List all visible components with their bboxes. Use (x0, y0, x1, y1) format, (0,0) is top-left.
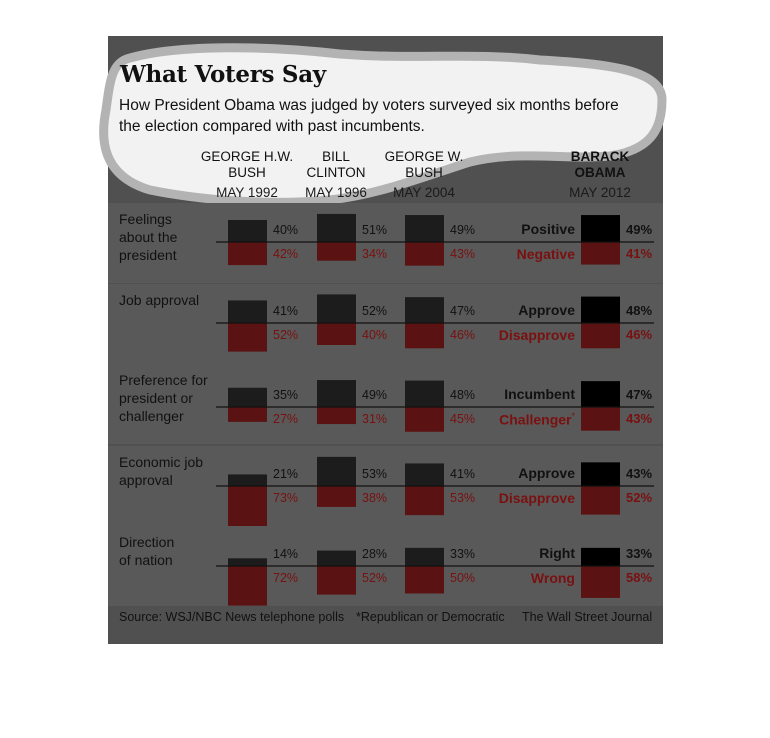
poll-date: MAY 1996 (305, 185, 367, 200)
bar-positive (317, 294, 356, 323)
bar-positive (581, 381, 620, 407)
bar-positive (581, 548, 620, 566)
data-label-positive: 49% (362, 388, 388, 402)
data-label-positive: 48% (450, 388, 476, 402)
bar-negative (405, 242, 444, 266)
data-label-positive: 41% (450, 467, 476, 481)
data-label-positive: 51% (362, 223, 388, 237)
data-label-negative: 38% (362, 491, 388, 505)
data-label-negative: 72% (273, 571, 299, 585)
bar-negative (317, 242, 356, 261)
category-label-negative: Wrong (530, 570, 575, 586)
bar-positive (228, 558, 267, 566)
bar-negative (405, 407, 444, 432)
row-label: of nation (119, 552, 173, 568)
category-label-negative: Challenger* (499, 411, 575, 428)
category-label-positive: Positive (521, 221, 575, 237)
row-label: president or (119, 390, 193, 406)
president-name: GEORGE H.W. (200, 149, 294, 164)
bar-positive (405, 463, 444, 486)
data-label-positive: 49% (626, 222, 653, 237)
source-note: Source: WSJ/NBC News telephone polls (119, 610, 345, 624)
row-label: Economic job (119, 454, 204, 470)
data-label-negative: 40% (362, 328, 388, 342)
data-label-positive: 14% (273, 547, 299, 561)
credit-line: The Wall Street Journal (522, 610, 653, 624)
bar-positive (405, 381, 444, 407)
data-label-negative: 46% (450, 328, 476, 342)
row-label: about the (119, 229, 178, 245)
bar-negative (581, 242, 620, 265)
data-label-negative: 58% (626, 570, 653, 585)
data-label-negative: 27% (273, 412, 299, 426)
bar-negative (405, 566, 444, 594)
president-name: GEORGE W. (384, 149, 464, 164)
bar-negative (405, 323, 444, 348)
data-label-negative: 34% (362, 247, 388, 261)
row-label: Direction (119, 534, 175, 550)
row-band (108, 203, 663, 283)
footnote: *Republican or Democratic (356, 610, 505, 624)
bar-negative (317, 323, 356, 345)
data-label-positive: 52% (362, 304, 388, 318)
data-label-positive: 53% (362, 467, 388, 481)
data-label-positive: 40% (273, 223, 299, 237)
bar-negative (405, 486, 444, 515)
bar-positive (581, 462, 620, 486)
bar-negative (317, 407, 356, 424)
data-label-negative: 43% (450, 247, 476, 261)
president-name: BUSH (405, 165, 443, 180)
president-name: BARACK (570, 149, 630, 164)
bar-negative (581, 486, 620, 515)
bar-negative (228, 566, 267, 606)
bar-positive (405, 548, 444, 566)
poll-date: MAY 1992 (216, 185, 278, 200)
data-label-positive: 21% (273, 467, 299, 481)
data-label-negative: 42% (273, 247, 299, 261)
data-label-positive: 33% (450, 547, 476, 561)
row-label: Job approval (119, 292, 200, 308)
data-label-positive: 47% (626, 387, 653, 402)
row-label: approval (119, 472, 173, 488)
bar-positive (581, 215, 620, 242)
data-label-negative: 53% (450, 491, 476, 505)
data-label-positive: 41% (273, 304, 299, 318)
bar-negative (581, 323, 620, 348)
data-label-positive: 35% (273, 388, 299, 402)
bar-positive (317, 457, 356, 486)
data-label-negative: 46% (626, 327, 653, 342)
bar-negative (581, 407, 620, 431)
bar-positive (228, 474, 267, 486)
bar-negative (228, 486, 267, 526)
data-label-negative: 50% (450, 571, 476, 585)
bar-positive (405, 215, 444, 242)
data-label-negative: 31% (362, 412, 388, 426)
row-label: Preference for (119, 372, 208, 388)
data-label-negative: 43% (626, 411, 653, 426)
bar-positive (581, 297, 620, 323)
bar-positive (228, 300, 267, 323)
bar-negative (228, 407, 267, 422)
chart-title: What Voters Say (120, 61, 326, 88)
category-label-negative: Disapprove (498, 327, 575, 343)
data-label-positive: 28% (362, 547, 388, 561)
bar-negative (581, 566, 620, 598)
data-label-positive: 49% (450, 223, 476, 237)
category-label-negative: Negative (516, 246, 575, 262)
data-label-negative: 52% (626, 490, 653, 505)
footnote-mark: * (571, 411, 575, 421)
row-label: Feelings (119, 211, 172, 227)
president-name: BILL (322, 149, 350, 164)
poll-date: MAY 2012 (569, 185, 631, 200)
category-label-negative: Disapprove (498, 490, 575, 506)
chart-subtitle: How President Obama was judged by voters surveyed six months before the election compared with past incumbents. (119, 97, 619, 135)
data-label-negative: 41% (626, 246, 653, 261)
data-label-positive: 33% (626, 546, 653, 561)
bar-positive (317, 380, 356, 407)
bar-positive (405, 297, 444, 323)
category-label-positive: Incumbent (504, 386, 575, 402)
row-label: challenger (119, 408, 184, 424)
president-name: OBAMA (574, 165, 626, 180)
bar-positive (317, 551, 356, 566)
data-label-negative: 52% (362, 571, 388, 585)
row-label: president (119, 247, 177, 263)
data-label-negative: 73% (273, 491, 299, 505)
data-label-negative: 52% (273, 328, 299, 342)
data-label-positive: 48% (626, 303, 653, 318)
president-name: BUSH (228, 165, 266, 180)
poll-date: MAY 2004 (393, 185, 455, 200)
bar-negative (317, 486, 356, 507)
bar-negative (317, 566, 356, 595)
bar-negative (228, 323, 267, 352)
category-label-positive: Approve (518, 302, 575, 318)
data-label-negative: 45% (450, 412, 476, 426)
bar-positive (228, 388, 267, 407)
bar-negative (228, 242, 267, 265)
bar-positive (228, 220, 267, 242)
data-label-positive: 47% (450, 304, 476, 318)
president-name: CLINTON (306, 165, 366, 180)
category-label-positive: Right (539, 545, 575, 561)
category-label-positive: Approve (518, 465, 575, 481)
data-label-positive: 43% (626, 466, 653, 481)
bar-positive (317, 214, 356, 242)
